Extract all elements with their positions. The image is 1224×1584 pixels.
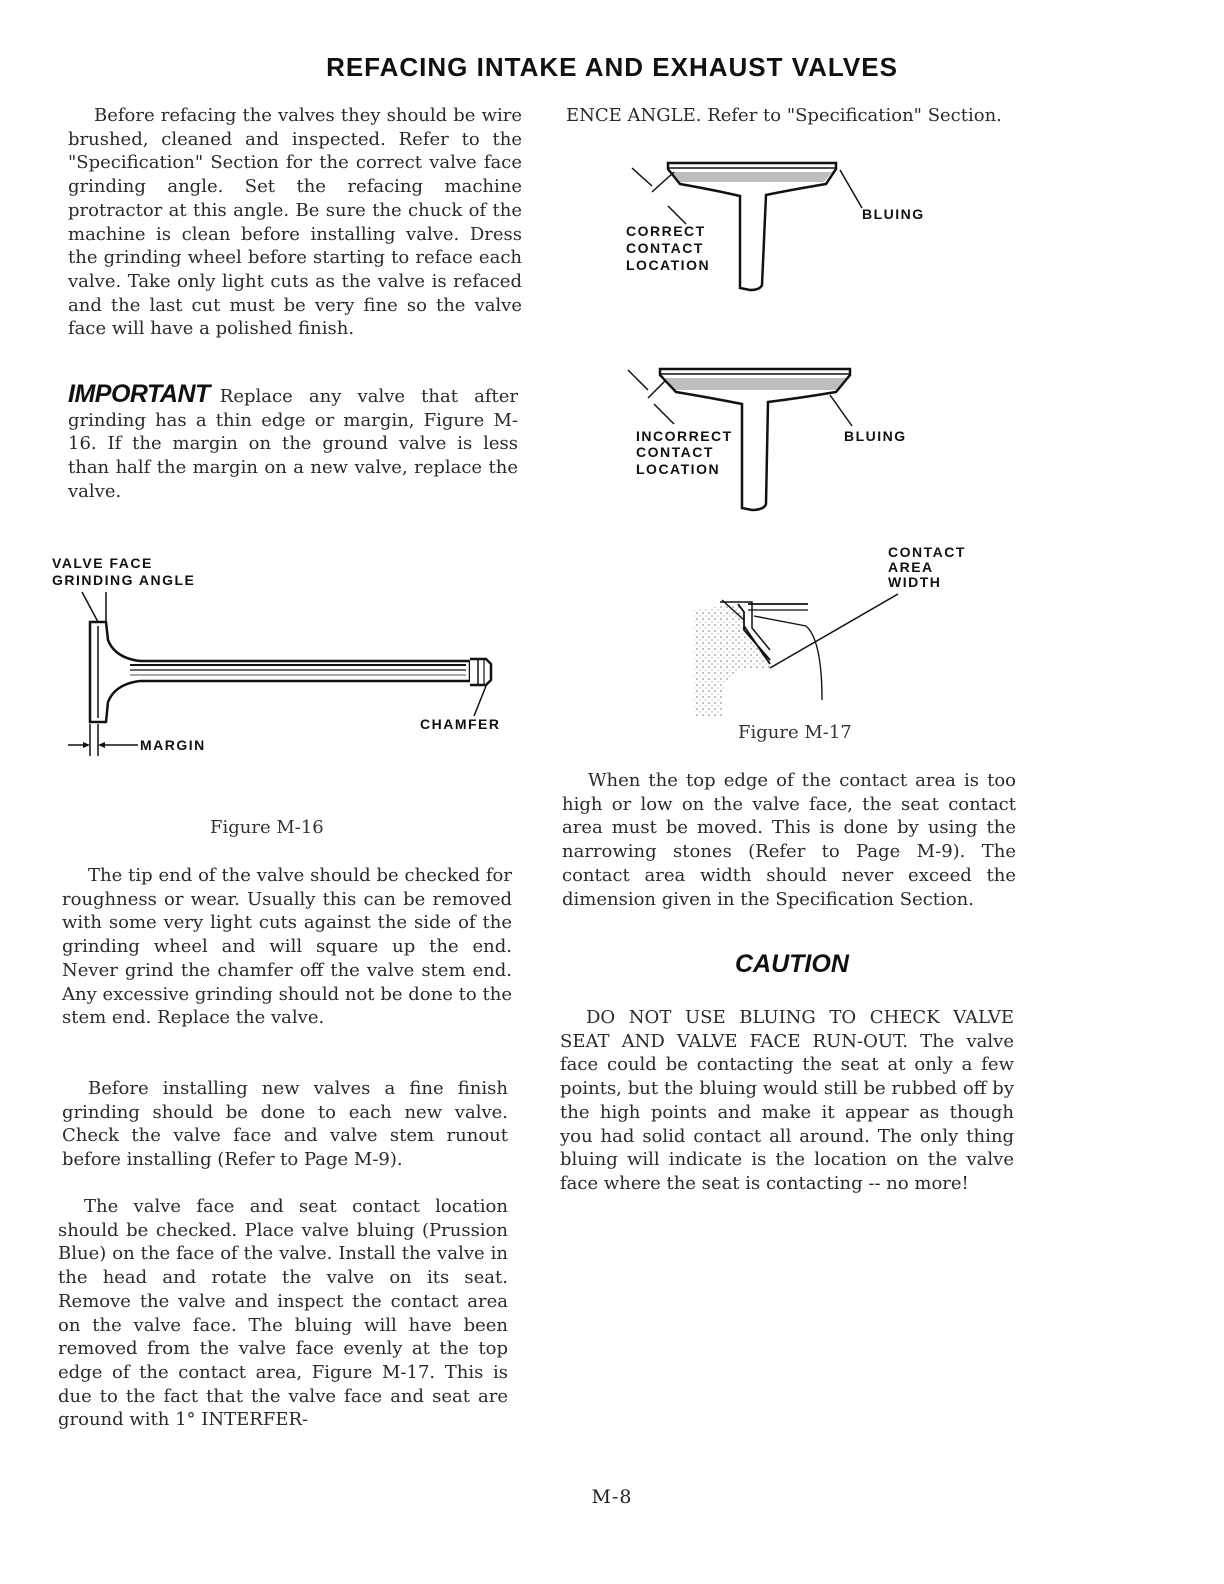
label-correct: CORRECT: [626, 223, 706, 239]
left-paragraph-2: The tip end of the valve should be checked for roughness or wear. Usually this can be removed with some very light cuts against the side of the grinding wheel and will square up the end. Never grind the chamfer off the valve stem end. Any excessive grinding should not be done to the stem end. Replace the valve.: [62, 865, 512, 1029]
label-width-2: AREA: [888, 559, 934, 575]
right-paragraph-3: DO NOT USE BLUING TO CHECK VALVE SEAT AND VALVE FACE RUN-OUT. The valve face could be contacting the seat at only a few points, but the bluing would still be rubbed off by the high points and make it appear as though you had solid contact all around. The only thing bluing will indicate is the location on the valve face where the seat is contacting -- no more!: [560, 1007, 1014, 1194]
label-incorrect: INCORRECT: [636, 428, 733, 444]
label-incorrect-location: LOCATION: [636, 461, 721, 477]
figure-m16-caption: Figure M-16: [210, 817, 324, 838]
caution-label: CAUTION: [735, 950, 849, 978]
page-title: REFACING INTAKE AND EXHAUST VALVES: [326, 52, 898, 82]
label-width-1: CONTACT: [888, 544, 966, 560]
label-correct-location: LOCATION: [626, 257, 711, 273]
right-paragraph-1: ENCE ANGLE. Refer to "Specification" Section.: [566, 105, 1002, 126]
label-chamfer: CHAMFER: [420, 716, 501, 732]
right-paragraph-2: When the top edge of the contact area is too high or low on the valve face, the seat contact area must be moved. This is done by using the narrowing stones (Refer to Page M-9). The contact area width should never exceed the dimension given in the Specification Section.: [562, 770, 1016, 910]
label-correct-contact: CONTACT: [626, 240, 704, 256]
label-bluing-bottom: BLUING: [844, 428, 907, 444]
label-bluing-top: BLUING: [862, 206, 925, 222]
left-paragraph-4: The valve face and seat contact location should be checked. Place valve bluing (Prussion Blue) on the face of the valve. Install the valve in the head and rotate the valve on its seat. Remove the valve and inspect the contact area on the valve face. The bluing will have been removed from the valve face evenly at the top edge of the contact area, Figure M-17. This is due to the fact that the valve face and seat are ground with 1° INTERFER-: [58, 1196, 508, 1431]
label-valve-face: VALVE FACE: [52, 555, 153, 571]
label-width-3: WIDTH: [888, 574, 942, 590]
left-paragraph-1: Before refacing the valves they should be wire brushed, cleaned and inspected. Refer to the "Specification" Section for the correct valve face grinding angle. Set the refacing machine protractor at this angle. Be sure the chuck of the machine is clean before installing valve. Dress the grinding wheel before starting to reface each valve. Take only light cuts as the valve is refaced and the last cut must be very fine so the valve face will have a polished finish.: [68, 105, 522, 340]
label-margin: MARGIN: [140, 737, 206, 753]
label-grinding-angle: GRINDING ANGLE: [52, 572, 196, 588]
label-incorrect-contact: CONTACT: [636, 444, 714, 460]
figure-m17-caption: Figure M-17: [738, 722, 852, 743]
left-paragraph-3: Before installing new valves a fine finish grinding should be done to each new valve. Check the valve face and valve stem runout before installing (Refer to Page M-9).: [62, 1078, 508, 1171]
important-label: IMPORTANT: [68, 380, 210, 408]
page-number: M-8: [591, 1486, 633, 1508]
important-text: Replace any valve that after grinding has a thin edge or margin, Figure M-16. If the margin on the ground valve is less than half the margin on a new valve, replace the valve.: [68, 386, 518, 502]
